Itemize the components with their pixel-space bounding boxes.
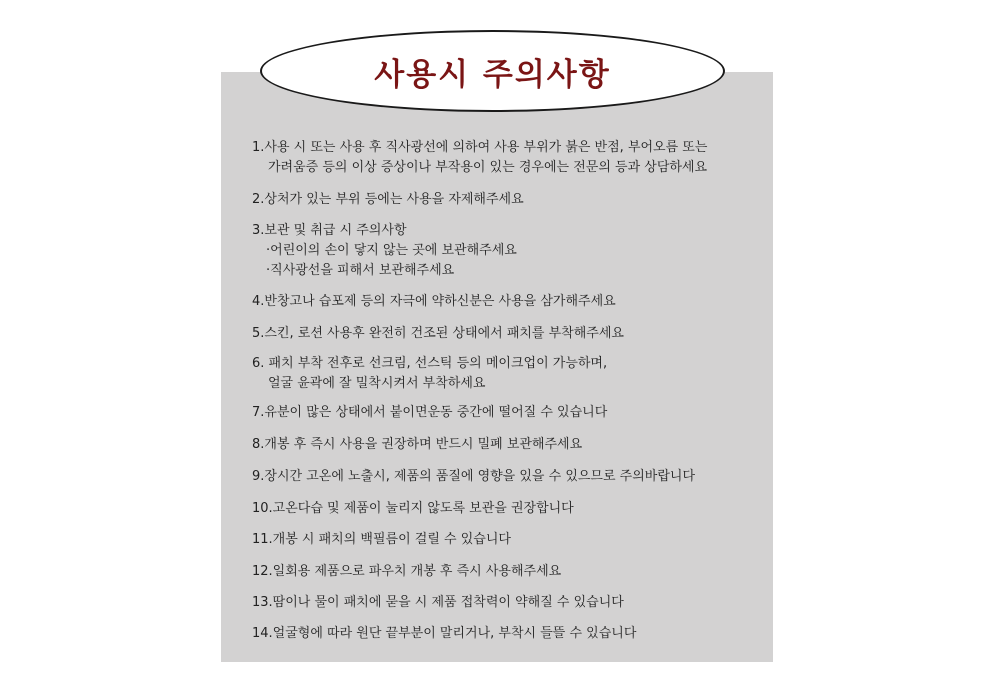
precaution-item-9 <box>252 467 767 487</box>
precaution-item-14 <box>252 624 767 644</box>
item-line: 7.유분이 많은 상태에서 붙이면운동 중간에 떨어질 수 있습니다 <box>252 405 608 420</box>
precaution-item-1 <box>252 138 767 178</box>
precaution-item-3 <box>252 221 767 281</box>
precaution-item-8 <box>252 435 767 455</box>
item-line: 1.사용 시 또는 사용 후 직사광선에 의하여 사용 부위가 붉은 반점, 부어오름 또는 <box>252 140 708 155</box>
item-line: 3.보관 및 취급 시 주의사항 <box>252 223 407 238</box>
precaution-item-13 <box>252 593 767 613</box>
precaution-item-4 <box>252 292 767 312</box>
precaution-item-7 <box>252 403 767 423</box>
precaution-item-5 <box>252 324 767 344</box>
precaution-item-6 <box>252 354 767 394</box>
item-line: 2.상처가 있는 부위 등에는 사용을 자제해주세요 <box>252 192 524 207</box>
precaution-item-2 <box>252 190 767 210</box>
page-title: 사용시 주의사항 <box>374 56 611 93</box>
item-line: 6. 패치 부착 전후로 선크림, 선스틱 등의 메이크업이 가능하며, <box>252 356 608 371</box>
item-subline: ·어린이의 손이 닿지 않는 곳에 보관해주세요 <box>266 243 517 258</box>
item-line: 9.장시간 고온에 노출시, 제품의 품질에 영향을 있을 수 있으므로 주의바랍니다 <box>252 469 696 484</box>
item-line: 가려움증 등의 이상 증상이나 부작용이 있는 경우에는 전문의 등과 상담하세요 <box>268 160 708 175</box>
item-line: 8.개봉 후 즉시 사용을 권장하며 반드시 밀폐 보관해주세요 <box>252 437 583 452</box>
precaution-item-12 <box>252 562 767 582</box>
item-line: 10.고온다습 및 제품이 눌리지 않도록 보관을 권장합니다 <box>252 501 574 516</box>
precaution-item-11 <box>252 530 767 550</box>
item-subline: ·직사광선을 피해서 보관해주세요 <box>266 263 455 278</box>
item-line: 12.일회용 제품으로 파우치 개봉 후 즉시 사용해주세요 <box>252 564 562 579</box>
item-line: 4.반창고나 습포제 등의 자극에 약하신분은 사용을 삼가해주세요 <box>252 294 616 309</box>
item-line: 13.땀이나 물이 패치에 묻을 시 제품 접착력이 약해질 수 있습니다 <box>252 595 624 610</box>
item-line: 11.개봉 시 패치의 백필름이 걸릴 수 있습니다 <box>252 532 511 547</box>
precaution-item-10 <box>252 499 767 519</box>
item-line: 14.얼굴형에 따라 원단 끝부분이 말리거나, 부착시 들뜰 수 있습니다 <box>252 626 637 641</box>
item-line: 얼굴 윤곽에 잘 밀착시켜서 부착하세요 <box>268 376 486 391</box>
item-line: 5.스킨, 로션 사용후 완전히 건조된 상태에서 패치를 부착해주세요 <box>252 326 624 341</box>
